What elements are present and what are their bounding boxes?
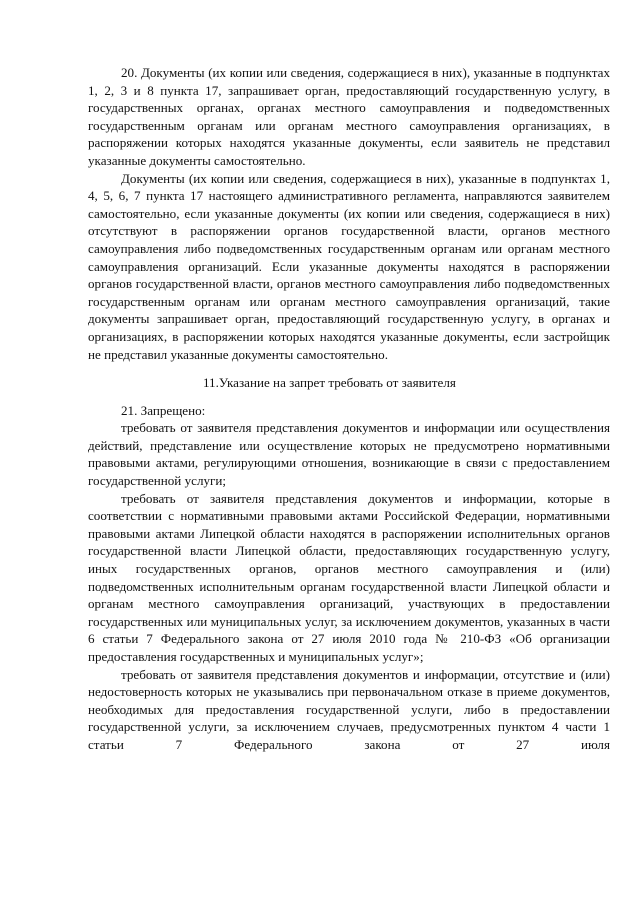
paragraph-21-title: 21. Запрещено: <box>121 402 206 418</box>
prohibition-item-2: требовать от заявителя представления документов и информации, которые в соответствии с нормативными правовыми актами Российской Федерации, нормативными правовыми актами Липецкой области находятся в распоряжении исполнительных органов государственной власти Липецкой области, предоставляющих государственную услугу, иных государственных органов, органов местного самоуправления и (или) подведомственных исполнительным органам государственной власти Липецкой области и органам местного самоуправления организаций, участвующих в предоставлении государственных или муниципальных услуг, за исключением документов, указанных в части 6 статьи 7 Федерального закона от 27 июля 2010 года № 210-ФЗ «Об организации предоставления государственных и муниципальных услуг»; <box>88 490 610 664</box>
paragraph-documents-self-submission: Документы (их копии или сведения, содержащиеся в них), указанные в подпунктах 1, 4, 5, 6, 7 пункта 17 настоящего административного регламента, направляются заявителем самостоятельно, если указанные документы (их копии или сведения, содержащиеся в них) отсутствуют в распоряжении органов государственной власти, органов местного самоуправления либо подведомственных государственным органам или органам местного самоуправления организаций. Если указанные документы находятся в распоряжении органов государственной власти, органов местного самоуправления либо подведомственных государственным органам или органам местного самоуправления организаций, такие документы запрашивает орган, предоставляющий государственную услугу, в органах и организациях, в распоряжении которых находятся указанные документы, если застройщик не представил указанные документы самостоятельно. <box>88 170 610 362</box>
section-heading: 11.Указание на запрет требовать от заявителя <box>203 375 456 391</box>
paragraph-20: 20. Документы (их копии или сведения, содержащиеся в них), указанные в подпунктах 1, 2, 3 и 8 пункта 17, запрашивает орган, предоставляющий государственную услугу, в государственных органах, органах местного самоуправления и подведомственных государственным органам или органам местного самоуправления организациях, в распоряжении которых находятся указанные документы, если заявитель не представил указанные документы самостоятельно. <box>88 65 610 168</box>
document-body <box>88 64 610 754</box>
prohibition-item-1: требовать от заявителя представления документов и информации или осуществления действий, представление или осуществление которых не предусмотрено нормативными правовыми актами, регулирующими отношения, возникающие в связи с предоставлением государственной услуги; <box>88 420 610 489</box>
prohibition-item-3: требовать от заявителя представления документов и информации, отсутствие и (или) недостоверность которых не указывались при первоначальном отказе в приеме документов, необходимых для предоставления государственной услуги, либо в предоставлении государственной услуги, за исключением случаев, предусмотренных пунктом 4 части 1 статьи 7 Федерального закона от 27 июля <box>88 666 610 752</box>
